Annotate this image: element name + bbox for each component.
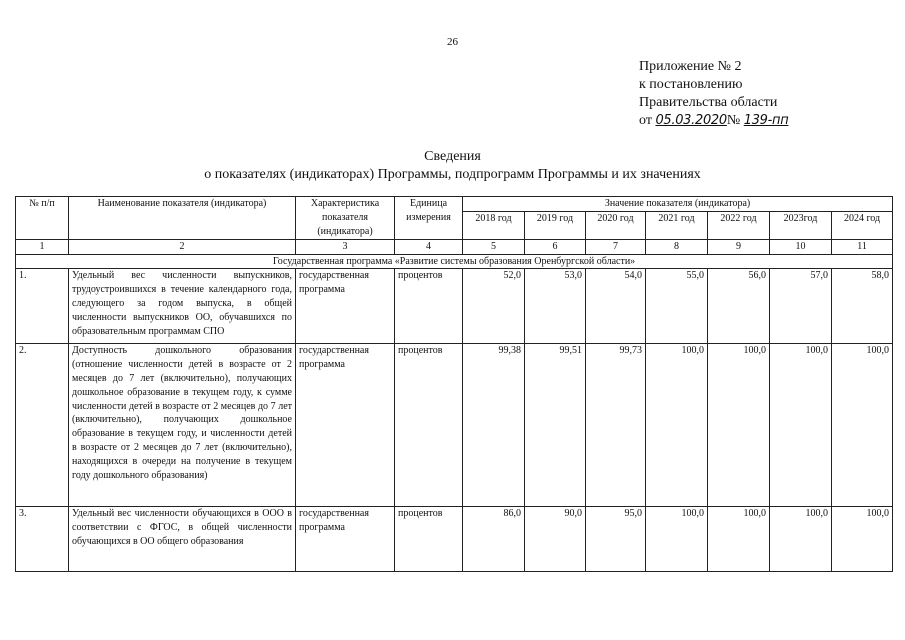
row-value: 57,0 xyxy=(770,269,832,344)
column-number: 5 xyxy=(463,239,525,254)
column-number: 6 xyxy=(525,239,586,254)
row-value: 90,0 xyxy=(525,507,586,572)
header-row-1 xyxy=(16,197,893,212)
header-num: № п/п xyxy=(16,197,69,240)
header-year: 2023год xyxy=(770,211,832,239)
column-number: 11 xyxy=(832,239,893,254)
row-value: 100,0 xyxy=(708,344,770,507)
column-number: 9 xyxy=(708,239,770,254)
row-characteristic: государственная программа xyxy=(296,344,395,507)
document-title xyxy=(0,148,905,184)
column-number: 8 xyxy=(646,239,708,254)
column-number: 1 xyxy=(16,239,69,254)
title-line-1: Сведения xyxy=(424,149,481,164)
header-year: 2019 год xyxy=(525,211,586,239)
row-value: 100,0 xyxy=(832,507,893,572)
row-value: 100,0 xyxy=(708,507,770,572)
table-row xyxy=(16,269,893,344)
row-unit: процентов xyxy=(395,269,463,344)
row-value: 99,38 xyxy=(463,344,525,507)
appendix-line-2: к постановлению xyxy=(639,77,743,92)
row-value: 58,0 xyxy=(832,269,893,344)
row-unit: процентов xyxy=(395,344,463,507)
row-num: 3. xyxy=(16,507,69,572)
column-number: 3 xyxy=(296,239,395,254)
title-line-2: о показателях (индикаторах) Программы, подпрограмм Программы и их значениях xyxy=(204,167,701,182)
row-value: 100,0 xyxy=(770,344,832,507)
header-unit: Единица измерения xyxy=(395,197,463,240)
handwritten-number: 139-пп xyxy=(743,113,789,128)
indicators-table xyxy=(15,196,893,572)
row-name: Удельный вес численности обучающихся в ООО в соответствии с ФГОС, в общей численности обучающихся в ОО общего образования xyxy=(69,507,296,572)
appendix-line-1: Приложение № 2 xyxy=(639,59,742,74)
header-year: 2022 год xyxy=(708,211,770,239)
header-year: 2021 год xyxy=(646,211,708,239)
program-title: Государственная программа «Развитие системы образования Оренбургской области» xyxy=(16,254,893,269)
column-number-row xyxy=(16,239,893,254)
header-year: 2024 год xyxy=(832,211,893,239)
column-number: 2 xyxy=(69,239,296,254)
row-value: 55,0 xyxy=(646,269,708,344)
page-number: 26 xyxy=(447,36,458,48)
column-number: 10 xyxy=(770,239,832,254)
date-prefix: от xyxy=(639,113,652,128)
row-value: 54,0 xyxy=(586,269,646,344)
row-characteristic: государственная программа xyxy=(296,507,395,572)
column-number: 4 xyxy=(395,239,463,254)
row-value: 100,0 xyxy=(646,507,708,572)
row-unit: процентов xyxy=(395,507,463,572)
row-name: Удельный вес численности выпускников, трудоустроившихся в течение календарного года, следующего за годом выпуска, в общей численности выпускников ОО, обучавшихся по образовательным программам СПО xyxy=(69,269,296,344)
row-name: Доступность дошкольного образования (отношение численности детей в возрасте от 2 месяцев до 7 лет (включительно), получающих дошкольное образование в текущем году, к сумме численности детей в возрасте от 2 месяцев до 7 лет (включительно), получающих дошкольное образование в текущем году, и численности детей в возрасте от 2 месяцев до 7 лет (включительно), находящихся в очереди на получение в текущем году дошкольного образования) xyxy=(69,344,296,507)
header-values-group: Значение показателя (индикатора) xyxy=(463,197,893,212)
header-name: Наименование показателя (индикатора) xyxy=(69,197,296,240)
row-value: 95,0 xyxy=(586,507,646,572)
row-value: 99,73 xyxy=(586,344,646,507)
row-num: 1. xyxy=(16,269,69,344)
row-num: 2. xyxy=(16,344,69,507)
column-number: 7 xyxy=(586,239,646,254)
handwritten-date: 05.03.2020 xyxy=(655,113,727,128)
row-value: 52,0 xyxy=(463,269,525,344)
header-characteristic: Характеристика показателя (индикатора) xyxy=(296,197,395,240)
row-value: 100,0 xyxy=(832,344,893,507)
appendix-date-line xyxy=(639,112,788,130)
row-value: 100,0 xyxy=(646,344,708,507)
row-value: 53,0 xyxy=(525,269,586,344)
table-row xyxy=(16,344,893,507)
number-prefix: № xyxy=(726,113,741,128)
row-value: 86,0 xyxy=(463,507,525,572)
row-value: 99,51 xyxy=(525,344,586,507)
table-row xyxy=(16,507,893,572)
header-year: 2020 год xyxy=(586,211,646,239)
appendix-block xyxy=(639,58,788,130)
row-characteristic: государственная программа xyxy=(296,269,395,344)
program-row xyxy=(16,254,893,269)
row-value: 56,0 xyxy=(708,269,770,344)
row-value: 100,0 xyxy=(770,507,832,572)
appendix-line-3: Правительства области xyxy=(639,95,778,110)
header-year: 2018 год xyxy=(463,211,525,239)
